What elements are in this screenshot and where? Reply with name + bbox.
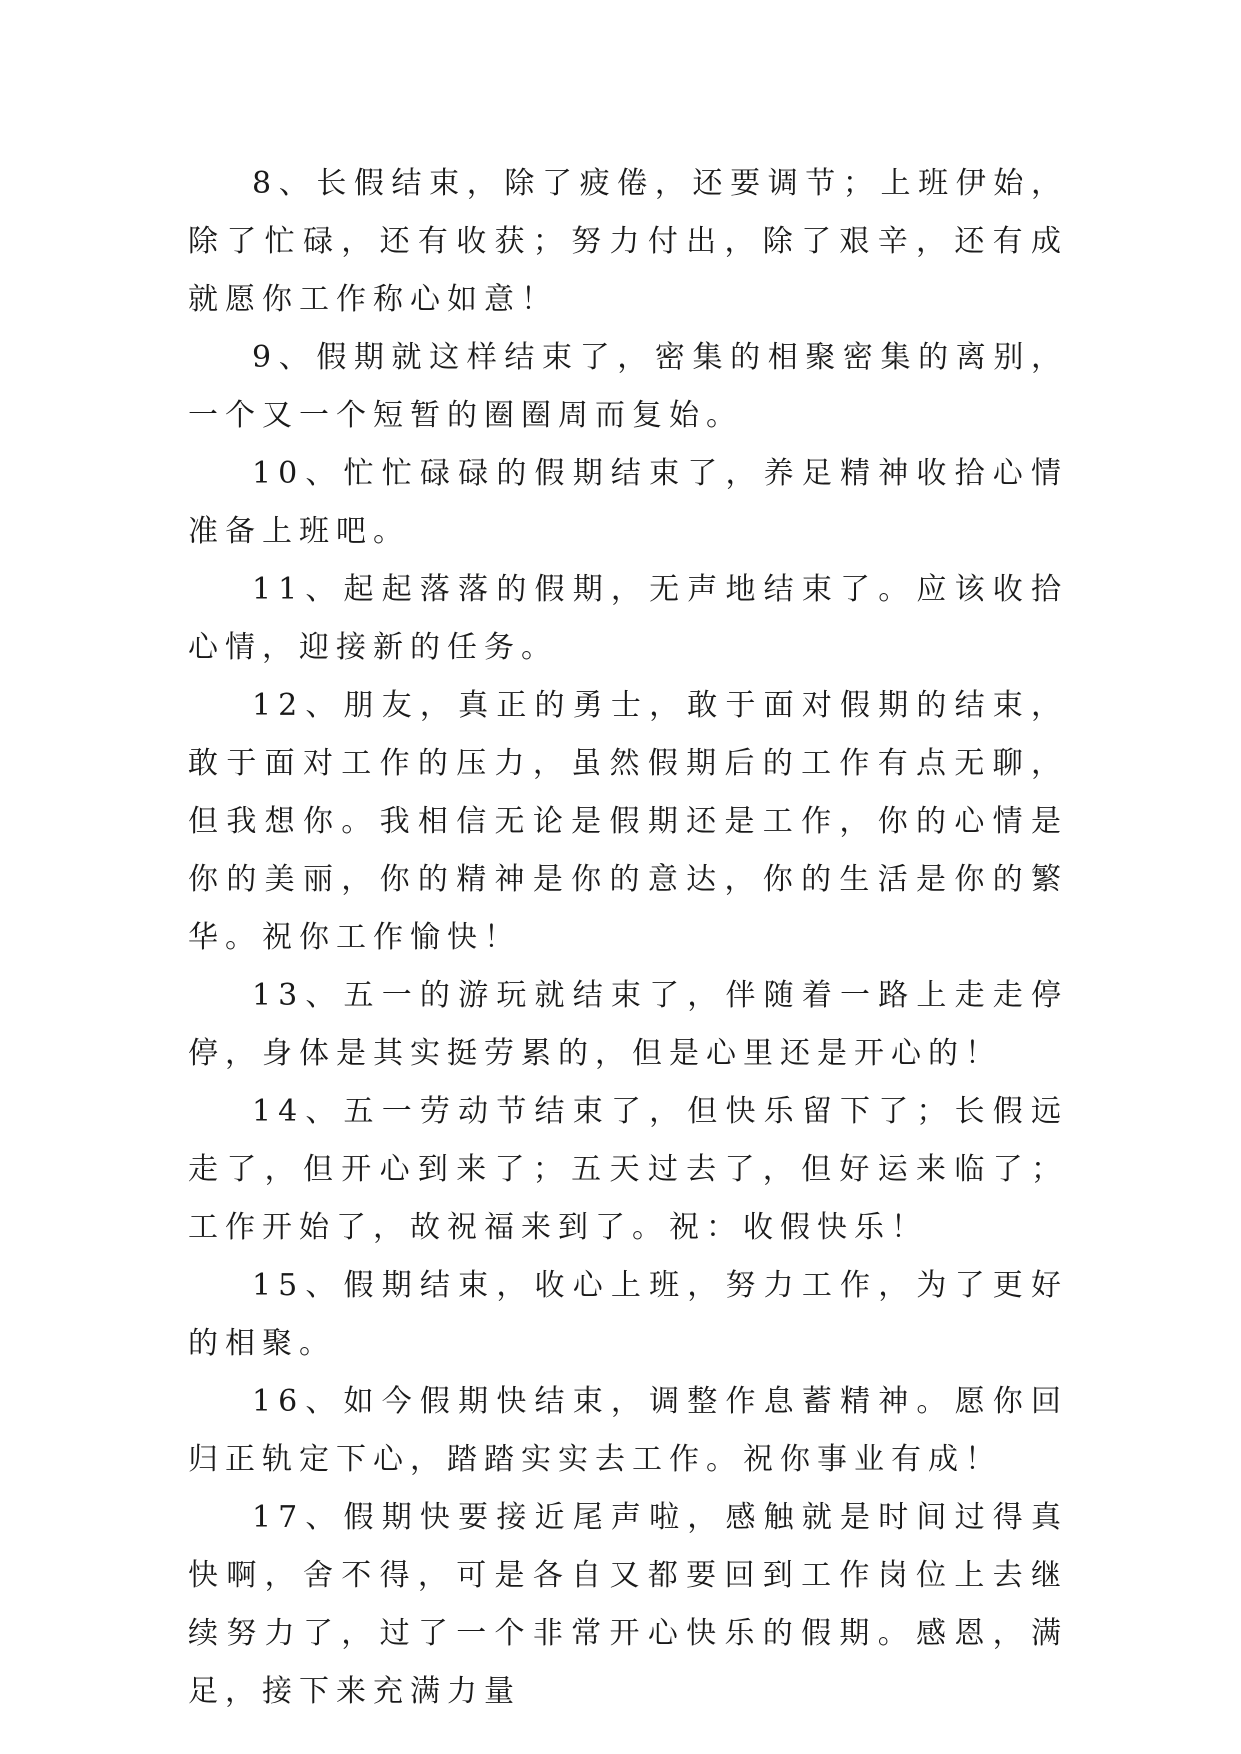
paragraph-10: 10、忙忙碌碌的假期结束了，养足精神收拾心情准备上班吧。 (188, 456, 1068, 549)
paragraph-9: 9、假期就这样结束了，密集的相聚密集的离别，一个又一个短暂的圈圈周而复始。 (188, 340, 1068, 433)
paragraph-13: 13、五一的游玩就结束了，伴随着一路上走走停停，身体是其实挺劳累的，但是心里还是开心的！ (188, 978, 1068, 1071)
paragraph-11: 11、起起落落的假期，无声地结束了。应该收拾心情，迎接新的任务。 (188, 572, 1068, 665)
paragraph-8: 8、长假结束，除了疲倦，还要调节；上班伊始，除了忙碌，还有收获；努力付出，除了艰辛，还有成就愿你工作称心如意！ (188, 166, 1068, 317)
paragraph-14: 14、五一劳动节结束了，但快乐留下了；长假远走了，但开心到来了；五天过去了，但好运来临了；工作开始了，故祝福来到了。祝：收假快乐！ (188, 1094, 1068, 1245)
paragraph-16: 16、如今假期快结束，调整作息蓄精神。愿你回归正轨定下心，踏踏实实去工作。祝你事业有成！ (188, 1384, 1068, 1477)
paragraph-12: 12、朋友，真正的勇士，敢于面对假期的结束，敢于面对工作的压力，虽然假期后的工作有点无聊，但我想你。我相信无论是假期还是工作，你的心情是你的美丽，你的精神是你的意达，你的生活是你的繁华。祝你工作愉快！ (188, 688, 1068, 955)
document-body (188, 155, 1068, 1721)
paragraph-17: 17、假期快要接近尾声啦，感触就是时间过得真快啊，舍不得，可是各自又都要回到工作岗位上去继续努力了，过了一个非常开心快乐的假期。感恩，满足，接下来充满力量 (188, 1500, 1068, 1709)
paragraph-15: 15、假期结束，收心上班，努力工作，为了更好的相聚。 (188, 1268, 1068, 1361)
